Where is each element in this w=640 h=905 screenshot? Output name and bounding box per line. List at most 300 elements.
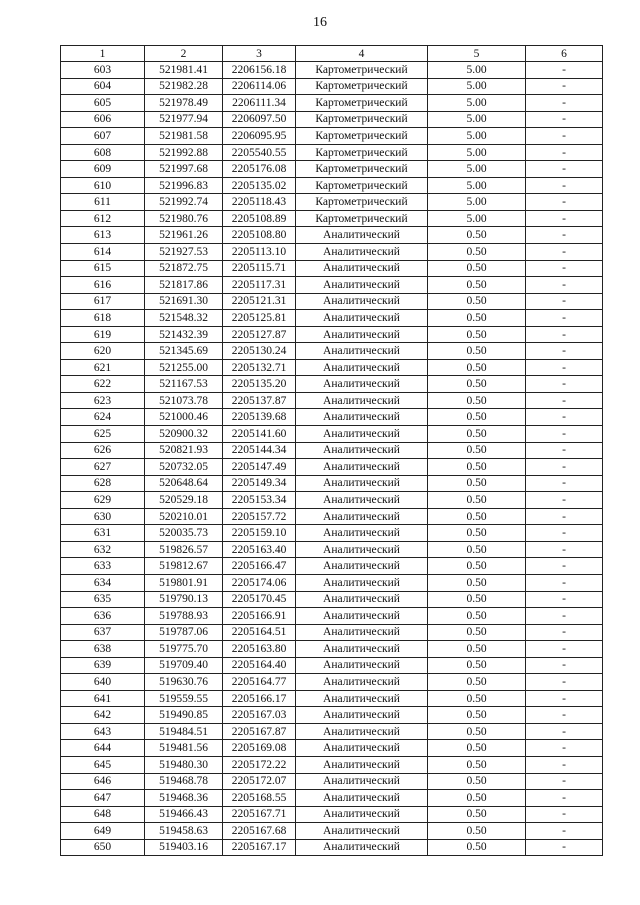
point-number-cell: 631 [61, 525, 145, 542]
accuracy-cell: 0.50 [428, 674, 526, 691]
table-row [61, 244, 603, 261]
header-col-1: 1 [61, 46, 145, 62]
accuracy-cell: 0.50 [428, 723, 526, 740]
y-coordinate-cell: 2205168.55 [223, 790, 296, 807]
point-number-cell: 624 [61, 409, 145, 426]
point-number-cell: 619 [61, 326, 145, 343]
note-cell: - [526, 442, 603, 459]
method-cell: Аналитический [296, 773, 428, 790]
x-coordinate-cell: 521997.68 [145, 161, 223, 178]
table-row [61, 111, 603, 128]
note-cell: - [526, 525, 603, 542]
point-number-cell: 632 [61, 541, 145, 558]
point-number-cell: 614 [61, 244, 145, 261]
y-coordinate-cell: 2205166.17 [223, 690, 296, 707]
accuracy-cell: 0.50 [428, 574, 526, 591]
point-number-cell: 608 [61, 144, 145, 161]
y-coordinate-cell: 2205167.68 [223, 823, 296, 840]
accuracy-cell: 5.00 [428, 128, 526, 145]
x-coordinate-cell: 521978.49 [145, 95, 223, 112]
table-row [61, 359, 603, 376]
point-number-cell: 617 [61, 293, 145, 310]
point-number-cell: 628 [61, 475, 145, 492]
accuracy-cell: 0.50 [428, 707, 526, 724]
point-number-cell: 630 [61, 508, 145, 525]
note-cell: - [526, 194, 603, 211]
method-cell: Аналитический [296, 392, 428, 409]
note-cell: - [526, 558, 603, 575]
y-coordinate-cell: 2205163.80 [223, 641, 296, 658]
point-number-cell: 637 [61, 624, 145, 641]
method-cell: Картометрический [296, 111, 428, 128]
note-cell: - [526, 409, 603, 426]
point-number-cell: 633 [61, 558, 145, 575]
x-coordinate-cell: 520210.01 [145, 508, 223, 525]
table-row [61, 260, 603, 277]
point-number-cell: 605 [61, 95, 145, 112]
y-coordinate-cell: 2205141.60 [223, 426, 296, 443]
x-coordinate-cell: 519468.36 [145, 790, 223, 807]
note-cell: - [526, 161, 603, 178]
accuracy-cell: 0.50 [428, 657, 526, 674]
method-cell: Аналитический [296, 492, 428, 509]
x-coordinate-cell: 521817.86 [145, 277, 223, 294]
method-cell: Аналитический [296, 839, 428, 856]
y-coordinate-cell: 2206111.34 [223, 95, 296, 112]
y-coordinate-cell: 2205169.08 [223, 740, 296, 757]
note-cell: - [526, 674, 603, 691]
accuracy-cell: 0.50 [428, 442, 526, 459]
accuracy-cell: 0.50 [428, 392, 526, 409]
y-coordinate-cell: 2205164.77 [223, 674, 296, 691]
table-row [61, 608, 603, 625]
x-coordinate-cell: 520732.05 [145, 459, 223, 476]
table-row [61, 740, 603, 757]
table-row [61, 409, 603, 426]
y-coordinate-cell: 2205121.31 [223, 293, 296, 310]
x-coordinate-cell: 521981.58 [145, 128, 223, 145]
method-cell: Аналитический [296, 690, 428, 707]
table-row [61, 161, 603, 178]
y-coordinate-cell: 2205137.87 [223, 392, 296, 409]
note-cell: - [526, 459, 603, 476]
note-cell: - [526, 260, 603, 277]
x-coordinate-cell: 521432.39 [145, 326, 223, 343]
y-coordinate-cell: 2206097.50 [223, 111, 296, 128]
accuracy-cell: 0.50 [428, 475, 526, 492]
y-coordinate-cell: 2205153.34 [223, 492, 296, 509]
point-number-cell: 636 [61, 608, 145, 625]
x-coordinate-cell: 519790.13 [145, 591, 223, 608]
note-cell: - [526, 790, 603, 807]
note-cell: - [526, 177, 603, 194]
table-row [61, 773, 603, 790]
method-cell: Аналитический [296, 541, 428, 558]
method-cell: Картометрический [296, 194, 428, 211]
y-coordinate-cell: 2205167.03 [223, 707, 296, 724]
note-cell: - [526, 541, 603, 558]
table-row [61, 277, 603, 294]
method-cell: Аналитический [296, 790, 428, 807]
accuracy-cell: 0.50 [428, 558, 526, 575]
point-number-cell: 626 [61, 442, 145, 459]
x-coordinate-cell: 520035.73 [145, 525, 223, 542]
point-number-cell: 629 [61, 492, 145, 509]
accuracy-cell: 0.50 [428, 409, 526, 426]
accuracy-cell: 0.50 [428, 326, 526, 343]
point-number-cell: 638 [61, 641, 145, 658]
method-cell: Картометрический [296, 128, 428, 145]
x-coordinate-cell: 519801.91 [145, 574, 223, 591]
x-coordinate-cell: 521167.53 [145, 376, 223, 393]
y-coordinate-cell: 2205540.55 [223, 144, 296, 161]
x-coordinate-cell: 520821.93 [145, 442, 223, 459]
accuracy-cell: 0.50 [428, 492, 526, 509]
point-number-cell: 643 [61, 723, 145, 740]
note-cell: - [526, 227, 603, 244]
table-row [61, 591, 603, 608]
x-coordinate-cell: 520900.32 [145, 426, 223, 443]
method-cell: Аналитический [296, 508, 428, 525]
x-coordinate-cell: 519484.51 [145, 723, 223, 740]
method-cell: Аналитический [296, 657, 428, 674]
header-col-5: 5 [428, 46, 526, 62]
table-row [61, 343, 603, 360]
y-coordinate-cell: 2205144.34 [223, 442, 296, 459]
note-cell: - [526, 78, 603, 95]
x-coordinate-cell: 519709.40 [145, 657, 223, 674]
point-number-cell: 603 [61, 62, 145, 79]
x-coordinate-cell: 519490.85 [145, 707, 223, 724]
accuracy-cell: 0.50 [428, 756, 526, 773]
x-coordinate-cell: 521996.83 [145, 177, 223, 194]
accuracy-cell: 5.00 [428, 194, 526, 211]
accuracy-cell: 5.00 [428, 78, 526, 95]
table-row [61, 475, 603, 492]
method-cell: Аналитический [296, 244, 428, 261]
point-number-cell: 610 [61, 177, 145, 194]
accuracy-cell: 0.50 [428, 823, 526, 840]
x-coordinate-cell: 519403.16 [145, 839, 223, 856]
accuracy-cell: 0.50 [428, 426, 526, 443]
x-coordinate-cell: 519458.63 [145, 823, 223, 840]
x-coordinate-cell: 521345.69 [145, 343, 223, 360]
table-row [61, 823, 603, 840]
x-coordinate-cell: 521872.75 [145, 260, 223, 277]
y-coordinate-cell: 2205139.68 [223, 409, 296, 426]
method-cell: Аналитический [296, 740, 428, 757]
point-number-cell: 645 [61, 756, 145, 773]
x-coordinate-cell: 519775.70 [145, 641, 223, 658]
method-cell: Аналитический [296, 624, 428, 641]
table-row [61, 210, 603, 227]
y-coordinate-cell: 2205176.08 [223, 161, 296, 178]
coordinates-table [60, 45, 603, 856]
point-number-cell: 634 [61, 574, 145, 591]
table-body [61, 62, 603, 856]
note-cell: - [526, 128, 603, 145]
y-coordinate-cell: 2205117.31 [223, 277, 296, 294]
method-cell: Аналитический [296, 426, 428, 443]
note-cell: - [526, 359, 603, 376]
accuracy-cell: 0.50 [428, 541, 526, 558]
table-header-row [61, 46, 603, 62]
method-cell: Аналитический [296, 227, 428, 244]
x-coordinate-cell: 521548.32 [145, 310, 223, 327]
method-cell: Аналитический [296, 277, 428, 294]
note-cell: - [526, 574, 603, 591]
method-cell: Аналитический [296, 641, 428, 658]
y-coordinate-cell: 2205113.10 [223, 244, 296, 261]
note-cell: - [526, 591, 603, 608]
y-coordinate-cell: 2205167.17 [223, 839, 296, 856]
accuracy-cell: 5.00 [428, 177, 526, 194]
x-coordinate-cell: 521982.28 [145, 78, 223, 95]
x-coordinate-cell: 521977.94 [145, 111, 223, 128]
method-cell: Аналитический [296, 343, 428, 360]
accuracy-cell: 0.50 [428, 343, 526, 360]
x-coordinate-cell: 521992.88 [145, 144, 223, 161]
y-coordinate-cell: 2205149.34 [223, 475, 296, 492]
table-row [61, 525, 603, 542]
accuracy-cell: 0.50 [428, 591, 526, 608]
method-cell: Аналитический [296, 806, 428, 823]
accuracy-cell: 0.50 [428, 260, 526, 277]
y-coordinate-cell: 2205115.71 [223, 260, 296, 277]
method-cell: Аналитический [296, 376, 428, 393]
point-number-cell: 640 [61, 674, 145, 691]
note-cell: - [526, 376, 603, 393]
method-cell: Аналитический [296, 293, 428, 310]
x-coordinate-cell: 519466.43 [145, 806, 223, 823]
method-cell: Аналитический [296, 823, 428, 840]
method-cell: Картометрический [296, 177, 428, 194]
table-row [61, 674, 603, 691]
note-cell: - [526, 475, 603, 492]
method-cell: Аналитический [296, 359, 428, 376]
note-cell: - [526, 508, 603, 525]
point-number-cell: 644 [61, 740, 145, 757]
table-row [61, 144, 603, 161]
note-cell: - [526, 492, 603, 509]
accuracy-cell: 0.50 [428, 806, 526, 823]
method-cell: Аналитический [296, 574, 428, 591]
note-cell: - [526, 210, 603, 227]
header-col-2: 2 [145, 46, 223, 62]
table-row [61, 177, 603, 194]
x-coordinate-cell: 521073.78 [145, 392, 223, 409]
accuracy-cell: 0.50 [428, 608, 526, 625]
method-cell: Аналитический [296, 442, 428, 459]
method-cell: Аналитический [296, 756, 428, 773]
y-coordinate-cell: 2205130.24 [223, 343, 296, 360]
point-number-cell: 616 [61, 277, 145, 294]
point-number-cell: 641 [61, 690, 145, 707]
y-coordinate-cell: 2205172.22 [223, 756, 296, 773]
accuracy-cell: 5.00 [428, 144, 526, 161]
accuracy-cell: 5.00 [428, 111, 526, 128]
point-number-cell: 646 [61, 773, 145, 790]
y-coordinate-cell: 2205125.81 [223, 310, 296, 327]
header-col-4: 4 [296, 46, 428, 62]
table-row [61, 690, 603, 707]
table-row [61, 541, 603, 558]
y-coordinate-cell: 2205157.72 [223, 508, 296, 525]
header-col-3: 3 [223, 46, 296, 62]
table-row [61, 442, 603, 459]
point-number-cell: 649 [61, 823, 145, 840]
point-number-cell: 613 [61, 227, 145, 244]
table-row [61, 326, 603, 343]
table-row [61, 128, 603, 145]
method-cell: Аналитический [296, 475, 428, 492]
y-coordinate-cell: 2205164.51 [223, 624, 296, 641]
table-row [61, 426, 603, 443]
point-number-cell: 650 [61, 839, 145, 856]
table-row [61, 508, 603, 525]
method-cell: Аналитический [296, 723, 428, 740]
x-coordinate-cell: 519481.56 [145, 740, 223, 757]
x-coordinate-cell: 520648.64 [145, 475, 223, 492]
x-coordinate-cell: 521927.53 [145, 244, 223, 261]
table-row [61, 459, 603, 476]
table-row [61, 78, 603, 95]
note-cell: - [526, 95, 603, 112]
x-coordinate-cell: 519826.57 [145, 541, 223, 558]
point-number-cell: 606 [61, 111, 145, 128]
accuracy-cell: 0.50 [428, 293, 526, 310]
accuracy-cell: 0.50 [428, 624, 526, 641]
y-coordinate-cell: 2205108.89 [223, 210, 296, 227]
page-number: 16 [313, 15, 327, 30]
y-coordinate-cell: 2205164.40 [223, 657, 296, 674]
method-cell: Аналитический [296, 525, 428, 542]
method-cell: Картометрический [296, 210, 428, 227]
point-number-cell: 639 [61, 657, 145, 674]
table-row [61, 492, 603, 509]
point-number-cell: 625 [61, 426, 145, 443]
table-row [61, 95, 603, 112]
point-number-cell: 611 [61, 194, 145, 211]
y-coordinate-cell: 2205163.40 [223, 541, 296, 558]
point-number-cell: 623 [61, 392, 145, 409]
accuracy-cell: 5.00 [428, 210, 526, 227]
table-row [61, 194, 603, 211]
note-cell: - [526, 426, 603, 443]
accuracy-cell: 0.50 [428, 227, 526, 244]
note-cell: - [526, 740, 603, 757]
point-number-cell: 618 [61, 310, 145, 327]
accuracy-cell: 5.00 [428, 62, 526, 79]
method-cell: Аналитический [296, 591, 428, 608]
point-number-cell: 622 [61, 376, 145, 393]
note-cell: - [526, 806, 603, 823]
accuracy-cell: 5.00 [428, 95, 526, 112]
note-cell: - [526, 310, 603, 327]
accuracy-cell: 0.50 [428, 277, 526, 294]
y-coordinate-cell: 2205167.71 [223, 806, 296, 823]
method-cell: Аналитический [296, 608, 428, 625]
accuracy-cell: 0.50 [428, 508, 526, 525]
x-coordinate-cell: 521992.74 [145, 194, 223, 211]
point-number-cell: 615 [61, 260, 145, 277]
point-number-cell: 647 [61, 790, 145, 807]
table-row [61, 574, 603, 591]
y-coordinate-cell: 2205167.87 [223, 723, 296, 740]
note-cell: - [526, 707, 603, 724]
table-row [61, 839, 603, 856]
method-cell: Картометрический [296, 161, 428, 178]
y-coordinate-cell: 2205147.49 [223, 459, 296, 476]
y-coordinate-cell: 2205159.10 [223, 525, 296, 542]
method-cell: Аналитический [296, 707, 428, 724]
y-coordinate-cell: 2205118.43 [223, 194, 296, 211]
x-coordinate-cell: 519787.06 [145, 624, 223, 641]
x-coordinate-cell: 519630.76 [145, 674, 223, 691]
point-number-cell: 620 [61, 343, 145, 360]
table-row [61, 227, 603, 244]
accuracy-cell: 0.50 [428, 690, 526, 707]
method-cell: Аналитический [296, 674, 428, 691]
point-number-cell: 635 [61, 591, 145, 608]
x-coordinate-cell: 519480.30 [145, 756, 223, 773]
table-row [61, 806, 603, 823]
y-coordinate-cell: 2205166.47 [223, 558, 296, 575]
note-cell: - [526, 144, 603, 161]
table-row [61, 723, 603, 740]
table-row [61, 293, 603, 310]
y-coordinate-cell: 2205135.02 [223, 177, 296, 194]
table-row [61, 558, 603, 575]
method-cell: Картометрический [296, 95, 428, 112]
note-cell: - [526, 624, 603, 641]
accuracy-cell: 0.50 [428, 359, 526, 376]
x-coordinate-cell: 521000.46 [145, 409, 223, 426]
note-cell: - [526, 62, 603, 79]
table-row [61, 310, 603, 327]
accuracy-cell: 0.50 [428, 773, 526, 790]
note-cell: - [526, 293, 603, 310]
accuracy-cell: 0.50 [428, 641, 526, 658]
note-cell: - [526, 641, 603, 658]
table-row [61, 707, 603, 724]
y-coordinate-cell: 2205172.07 [223, 773, 296, 790]
accuracy-cell: 0.50 [428, 740, 526, 757]
y-coordinate-cell: 2205132.71 [223, 359, 296, 376]
x-coordinate-cell: 521961.26 [145, 227, 223, 244]
table-row [61, 756, 603, 773]
accuracy-cell: 0.50 [428, 525, 526, 542]
method-cell: Аналитический [296, 260, 428, 277]
note-cell: - [526, 608, 603, 625]
note-cell: - [526, 723, 603, 740]
y-coordinate-cell: 2205170.45 [223, 591, 296, 608]
x-coordinate-cell: 521981.41 [145, 62, 223, 79]
note-cell: - [526, 277, 603, 294]
point-number-cell: 648 [61, 806, 145, 823]
point-number-cell: 627 [61, 459, 145, 476]
note-cell: - [526, 756, 603, 773]
method-cell: Картометрический [296, 62, 428, 79]
accuracy-cell: 0.50 [428, 376, 526, 393]
note-cell: - [526, 823, 603, 840]
x-coordinate-cell: 519559.55 [145, 690, 223, 707]
note-cell: - [526, 839, 603, 856]
table-row [61, 376, 603, 393]
header-col-6: 6 [526, 46, 603, 62]
y-coordinate-cell: 2205166.91 [223, 608, 296, 625]
y-coordinate-cell: 2206114.06 [223, 78, 296, 95]
